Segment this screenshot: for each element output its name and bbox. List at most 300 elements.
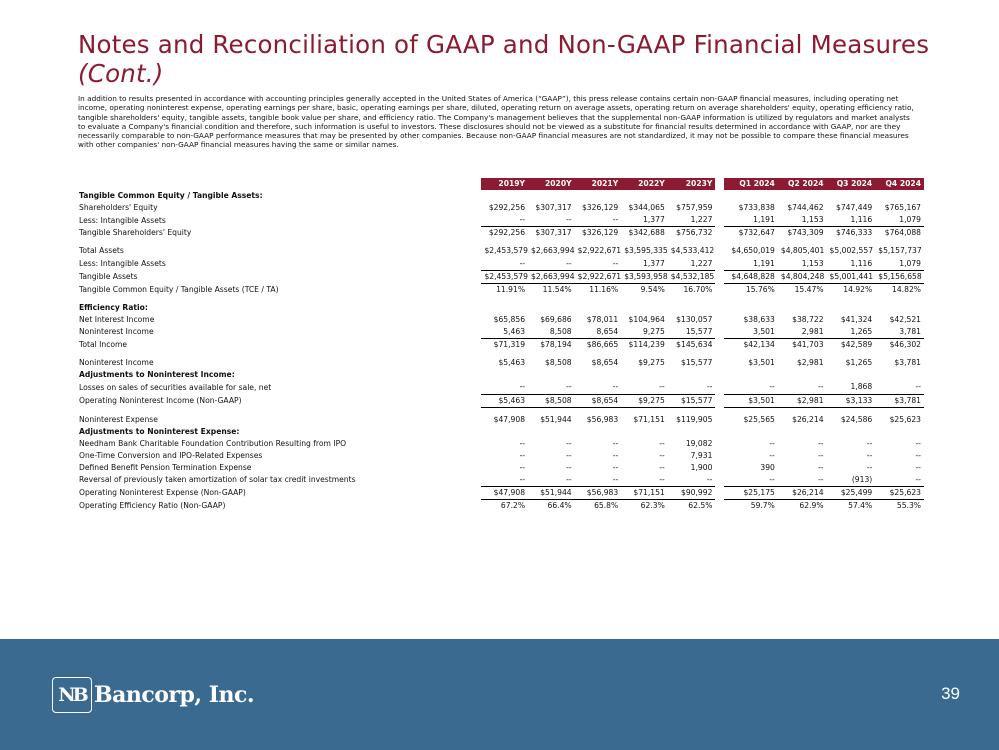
value-cell	[875, 369, 924, 381]
row-label: Tangible Assets	[79, 271, 138, 281]
value-cell: $2,981	[778, 394, 827, 407]
value-cell: --	[481, 258, 528, 271]
column-gap	[715, 500, 723, 513]
value-cell: $71,151	[621, 487, 668, 500]
value-cell: --	[481, 381, 528, 394]
value-cell: $42,521	[889, 314, 921, 324]
column-gap	[715, 227, 723, 240]
column-gap	[715, 314, 723, 326]
column-header: 2020Y	[528, 178, 575, 190]
value-cell: 59.7%	[750, 501, 775, 511]
table-row	[76, 450, 924, 462]
value-cell: $71,319	[493, 340, 526, 350]
value-cell: $25,623	[875, 487, 924, 500]
value-cell: $25,175	[724, 487, 778, 500]
table-header-row	[76, 178, 924, 190]
value-cell: $51,944	[540, 414, 572, 424]
row-label: Noninterest Income	[79, 327, 154, 337]
value-cell: $65,856	[493, 314, 526, 324]
value-cell: $1,265	[845, 358, 873, 368]
column-gap	[715, 190, 723, 202]
value-cell: 66.4%	[547, 501, 572, 511]
value-cell: $733,838	[738, 203, 775, 213]
value-cell: 2,981	[778, 326, 827, 339]
table-row	[76, 381, 924, 394]
value-cell	[875, 426, 924, 438]
value-cell: $326,129	[581, 228, 619, 238]
value-cell	[724, 426, 778, 438]
row-label: Noninterest Expense	[79, 414, 158, 424]
value-cell	[668, 302, 716, 314]
value-cell: --	[566, 450, 572, 460]
value-cell: $90,992	[668, 487, 716, 500]
value-cell: $307,317	[535, 228, 572, 238]
value-cell: $3,593,958	[621, 270, 668, 283]
table-row	[76, 314, 924, 326]
section-header-row	[76, 369, 924, 381]
value-cell: $3,501	[748, 358, 775, 368]
column-gap	[715, 357, 723, 369]
value-cell: $47,908	[481, 487, 528, 500]
column-header: Q1 2024	[724, 178, 778, 190]
value-cell: --	[915, 438, 921, 448]
value-cell: $71,151	[633, 414, 665, 424]
value-cell: --	[778, 381, 827, 394]
row-label: Needham Bank Charitable Foundation Contribution Resulting from IPO	[79, 438, 347, 448]
value-cell: $130,057	[676, 314, 713, 324]
value-cell: 14.92%	[843, 284, 873, 294]
value-cell: 15.76%	[745, 284, 775, 294]
table-row	[76, 245, 924, 257]
value-cell	[481, 426, 528, 438]
value-cell: 1,116	[827, 214, 876, 227]
value-cell: $292,256	[488, 228, 526, 238]
value-cell: --	[724, 474, 778, 487]
value-cell	[528, 369, 575, 381]
value-cell: $51,944	[528, 487, 575, 500]
intro-paragraph: In addition to results presented in accordance with accounting principles generally accepted in the United States of America (“GAAP”), this press release contains certain non-GAAP financial measures, including operating net income, operating noninterest expense, operating earnings per share, basic, operating earnings per share, diluted, operating return on average assets, operating return on average shareholders' equity, operating efficiency ratio, tangible shareholders' equity, tangible assets, tangible book value per share, and efficiency ratio. The Company's management believes that the supplemental non-GAAP information is utilized by regulators and market analysts to evaluate a Company's financial condition and therefore, such information is useful to investors. These disclosures should not be viewed as a substitute for financial results determined in accordance with GAAP, nor are they necessarily comparable to non-GAAP performance measures that may be presented by other companies. Because non-GAAP financial measures are not standardized, it may not be possible to compare these financial measures with other companies' non-GAAP financial measures having the same or similar names.	[78, 94, 914, 150]
column-header: Q3 2024	[827, 178, 876, 190]
value-cell: --	[875, 474, 924, 487]
value-cell: --	[528, 381, 575, 394]
value-cell: $41,324	[840, 314, 873, 324]
column-gap	[715, 414, 723, 426]
value-cell: 3,781	[875, 326, 924, 339]
value-cell: $743,309	[787, 228, 824, 238]
value-cell: $3,781	[875, 394, 924, 407]
value-cell	[827, 302, 876, 314]
value-cell: 1,116	[827, 258, 876, 271]
value-cell	[621, 302, 668, 314]
value-cell: 1,153	[778, 214, 827, 227]
value-cell: $25,499	[827, 487, 876, 500]
value-cell	[575, 426, 622, 438]
value-cell	[875, 302, 924, 314]
value-cell: $26,214	[792, 414, 824, 424]
value-cell: --	[575, 214, 622, 227]
value-cell: $3,133	[827, 394, 876, 407]
table-row	[76, 258, 924, 271]
value-cell: 62.3%	[640, 501, 665, 511]
value-cell: --	[566, 462, 572, 472]
value-cell: $4,650,019	[731, 246, 775, 256]
row-label: Operating Efficiency Ratio (Non-GAAP)	[79, 501, 226, 510]
row-label: Noninterest Income	[79, 358, 154, 368]
value-cell: --	[481, 214, 528, 227]
value-cell	[827, 426, 876, 438]
row-label: Reversal of previously taken amortization of solar tax credit investments	[79, 475, 356, 485]
table-row	[76, 438, 924, 450]
table-body	[76, 190, 924, 512]
column-gap	[715, 214, 723, 227]
table-row	[76, 227, 924, 240]
column-gap	[715, 438, 723, 450]
value-cell: $764,088	[884, 228, 921, 238]
value-cell: $104,964	[628, 314, 665, 324]
value-cell: --	[668, 474, 716, 487]
value-cell: $114,239	[628, 340, 665, 350]
value-cell: $25,623	[889, 414, 921, 424]
row-label: Efficiency Ratio:	[79, 302, 148, 312]
column-gap	[715, 450, 723, 462]
value-cell: --	[621, 474, 668, 487]
value-cell: $2,663,994	[528, 270, 575, 283]
value-cell: $2,922,671	[577, 246, 622, 256]
row-label: Tangible Shareholders' Equity	[79, 228, 192, 238]
value-cell: --	[875, 381, 924, 394]
value-cell: 1,227	[668, 214, 716, 227]
value-cell: --	[519, 462, 526, 472]
value-cell: 1,191	[724, 214, 778, 227]
value-cell: 19,082	[685, 438, 713, 448]
table-row	[76, 357, 924, 369]
column-gap	[715, 381, 723, 394]
value-cell	[724, 190, 778, 202]
value-cell: $38,722	[792, 314, 824, 324]
column-gap	[715, 462, 723, 474]
row-label: Tangible Common Equity / Tangible Assets:	[79, 191, 263, 201]
value-cell: 55.3%	[896, 501, 921, 511]
value-cell: $42,589	[840, 340, 873, 350]
value-cell: $747,449	[836, 203, 873, 213]
value-cell: $307,317	[535, 203, 572, 213]
value-cell: 9,275	[621, 326, 668, 339]
value-cell: $2,453,579	[484, 246, 528, 256]
column-header: 2023Y	[668, 178, 716, 190]
column-gap	[715, 474, 723, 487]
value-cell: 62.5%	[688, 501, 713, 511]
value-cell	[668, 190, 716, 202]
row-label: Losses on sales of securities available for sale, net	[79, 382, 272, 392]
value-cell: $26,214	[778, 487, 827, 500]
value-cell: --	[528, 474, 575, 487]
value-cell: $5,156,658	[875, 270, 924, 283]
value-cell	[621, 369, 668, 381]
value-cell: 65.8%	[594, 501, 619, 511]
value-cell: $3,595,335	[624, 246, 668, 256]
value-cell: $746,333	[836, 228, 873, 238]
value-cell: (913)	[827, 474, 876, 487]
value-cell: 390	[760, 462, 775, 472]
value-cell	[575, 369, 622, 381]
value-cell: $25,565	[743, 414, 775, 424]
value-cell: --	[866, 438, 873, 448]
value-cell: $2,453,579	[481, 270, 528, 283]
value-cell: $5,157,737	[878, 246, 922, 256]
value-cell	[778, 426, 827, 438]
row-label: Operating Noninterest Expense (Non-GAAP)	[79, 488, 246, 498]
value-cell: --	[575, 474, 622, 487]
value-cell: --	[818, 462, 824, 472]
value-cell	[724, 369, 778, 381]
value-cell	[875, 190, 924, 202]
column-gap	[715, 394, 723, 407]
value-cell: 62.9%	[799, 501, 824, 511]
column-gap	[715, 245, 723, 257]
value-cell: 3,501	[724, 326, 778, 339]
value-cell: $56,983	[586, 414, 619, 424]
column-gap	[715, 302, 723, 314]
column-gap	[715, 426, 723, 438]
column-header: 2022Y	[621, 178, 668, 190]
row-label: Total Assets	[79, 246, 124, 256]
value-cell: $42,134	[743, 340, 775, 350]
value-cell: $4,804,248	[778, 270, 827, 283]
title-suffix: (Cont.)	[78, 59, 164, 88]
row-label: Defined Benefit Pension Termination Expense	[79, 462, 252, 472]
value-cell: $56,983	[575, 487, 622, 500]
value-cell: --	[915, 450, 921, 460]
value-cell: $326,129	[581, 203, 619, 213]
value-cell: $15,577	[681, 358, 713, 368]
column-gap	[715, 283, 723, 296]
value-cell: --	[724, 381, 778, 394]
value-cell: --	[818, 438, 824, 448]
value-cell: 16.70%	[683, 284, 713, 294]
value-cell: $8,654	[591, 358, 619, 368]
logo-name: Bancorp, Inc.	[94, 682, 255, 708]
table-row	[76, 202, 924, 214]
value-cell	[481, 190, 528, 202]
value-cell: $24,586	[840, 414, 873, 424]
value-cell: $3,781	[894, 358, 921, 368]
value-cell: $8,508	[528, 394, 575, 407]
row-label: Adjustments to Noninterest Expense:	[79, 426, 240, 436]
column-gap	[715, 202, 723, 214]
row-label: One-Time Conversion and IPO-Related Expenses	[79, 450, 263, 460]
value-cell: --	[778, 474, 827, 487]
value-cell: $292,256	[488, 203, 526, 213]
value-cell: $8,508	[545, 358, 572, 368]
value-cell: --	[659, 462, 665, 472]
value-cell: --	[575, 258, 622, 271]
value-cell	[827, 190, 876, 202]
value-cell: $4,805,401	[780, 246, 825, 256]
value-cell: $732,647	[738, 228, 775, 238]
value-cell: $41,703	[792, 340, 824, 350]
value-cell: $38,633	[743, 314, 775, 324]
value-cell: $5,463	[481, 394, 528, 407]
section-header-row	[76, 302, 924, 314]
table-row	[76, 326, 924, 339]
value-cell	[528, 426, 575, 438]
value-cell: 5,463	[481, 326, 528, 339]
unit-label: $ in thousands	[415, 179, 479, 188]
table-row	[76, 339, 924, 352]
value-cell	[668, 369, 716, 381]
column-gap	[715, 178, 723, 190]
value-cell: $78,011	[586, 314, 619, 324]
table-row	[76, 487, 924, 500]
value-cell: $3,501	[724, 394, 778, 407]
value-cell: $5,463	[498, 358, 526, 368]
value-cell: $756,732	[676, 228, 713, 238]
row-label: Less: Intangible Assets	[79, 258, 166, 268]
page-title	[78, 30, 958, 88]
row-label: Less: Intangible Assets	[79, 215, 166, 225]
value-cell	[481, 369, 528, 381]
value-cell: $86,665	[586, 340, 619, 350]
value-cell	[481, 302, 528, 314]
value-cell: $9,275	[621, 394, 668, 407]
value-cell: 1,191	[724, 258, 778, 271]
table-row	[76, 474, 924, 487]
value-cell: $15,577	[668, 394, 716, 407]
value-cell: $2,981	[796, 358, 824, 368]
value-cell: 9.54%	[640, 284, 665, 294]
column-header: 2019Y	[481, 178, 528, 190]
column-gap	[715, 369, 723, 381]
value-cell	[575, 190, 622, 202]
reconciliation-table	[76, 178, 924, 512]
value-cell: 1,900	[690, 462, 713, 472]
value-cell: $4,648,828	[724, 270, 778, 283]
value-cell: --	[612, 438, 619, 448]
value-cell	[528, 302, 575, 314]
value-cell: 1,079	[875, 214, 924, 227]
page-number: 39	[941, 684, 960, 703]
value-cell: 1,153	[778, 258, 827, 271]
value-cell: 1,868	[827, 381, 876, 394]
table-row	[76, 500, 924, 513]
value-cell: 1,377	[621, 258, 668, 271]
value-cell: $5,002,557	[829, 246, 874, 256]
value-cell: 1,377	[621, 214, 668, 227]
value-cell	[724, 302, 778, 314]
value-cell: $119,905	[676, 414, 713, 424]
row-label: Tangible Common Equity / Tangible Assets (TCE / TA)	[79, 284, 279, 294]
table-row	[76, 462, 924, 474]
table-row	[76, 270, 924, 283]
value-cell: --	[481, 474, 528, 487]
value-cell	[575, 302, 622, 314]
value-cell: --	[612, 462, 619, 472]
value-cell: 57.4%	[848, 501, 873, 511]
value-cell: --	[519, 450, 526, 460]
value-cell: 1,079	[875, 258, 924, 271]
column-header: 2021Y	[575, 178, 622, 190]
value-cell: $145,634	[676, 340, 713, 350]
value-cell: 15,577	[668, 326, 716, 339]
value-cell: --	[668, 381, 716, 394]
value-cell: $765,167	[884, 203, 921, 213]
value-cell: 14.82%	[892, 284, 921, 294]
column-gap	[715, 487, 723, 500]
value-cell: $2,663,994	[531, 246, 575, 256]
value-cell: $2,922,671	[575, 270, 622, 283]
row-label: Operating Noninterest Income (Non-GAAP)	[79, 395, 242, 405]
row-label: Adjustments to Noninterest Income:	[79, 370, 235, 380]
value-cell: --	[612, 450, 619, 460]
value-cell: 8,508	[528, 326, 575, 339]
column-gap	[715, 258, 723, 271]
value-cell: 7,931	[690, 450, 713, 460]
row-label: Shareholders' Equity	[79, 203, 158, 213]
value-cell: 8,654	[575, 326, 622, 339]
column-gap	[715, 339, 723, 352]
value-cell: $46,302	[889, 340, 921, 350]
value-cell: 11.91%	[496, 284, 526, 294]
value-cell: $69,686	[540, 314, 572, 324]
value-cell	[621, 190, 668, 202]
value-cell	[621, 426, 668, 438]
value-cell: --	[528, 258, 575, 271]
title-main: Notes and Reconciliation of GAAP and Non-GAAP Financial Measures	[78, 30, 930, 59]
row-label: Net Interest Income	[79, 314, 155, 324]
value-cell: $47,908	[493, 414, 526, 424]
value-cell: $4,533,412	[670, 246, 715, 256]
value-cell: --	[915, 462, 921, 472]
value-cell: $744,462	[787, 203, 824, 213]
value-cell	[668, 426, 716, 438]
value-cell: --	[866, 450, 873, 460]
value-cell: --	[575, 381, 622, 394]
table-row	[76, 394, 924, 407]
value-cell	[528, 190, 575, 202]
column-header: Q2 2024	[778, 178, 827, 190]
column-gap	[715, 270, 723, 283]
section-header-row	[76, 190, 924, 202]
value-cell: $757,959	[676, 203, 713, 213]
value-cell: $344,065	[628, 203, 665, 213]
value-cell: 11.54%	[542, 284, 572, 294]
value-cell: --	[769, 450, 775, 460]
column-header: Q4 2024	[875, 178, 924, 190]
value-cell	[827, 369, 876, 381]
table-row	[76, 214, 924, 227]
value-cell	[778, 302, 827, 314]
value-cell: 67.2%	[500, 501, 526, 511]
value-cell: --	[528, 214, 575, 227]
table-row	[76, 414, 924, 426]
value-cell	[778, 190, 827, 202]
value-cell: --	[659, 438, 665, 448]
value-cell: --	[818, 450, 824, 460]
value-cell: --	[519, 438, 526, 448]
column-gap	[715, 326, 723, 339]
value-cell: $9,275	[638, 358, 665, 368]
value-cell: --	[566, 438, 572, 448]
value-cell: --	[866, 462, 873, 472]
value-cell: --	[659, 450, 665, 460]
section-header-row	[76, 426, 924, 438]
value-cell: $342,688	[628, 228, 665, 238]
table-row	[76, 283, 924, 296]
row-label: Total Income	[79, 339, 128, 349]
logo-mark: NB	[52, 677, 92, 713]
value-cell: --	[621, 381, 668, 394]
value-cell: $78,194	[540, 340, 572, 350]
